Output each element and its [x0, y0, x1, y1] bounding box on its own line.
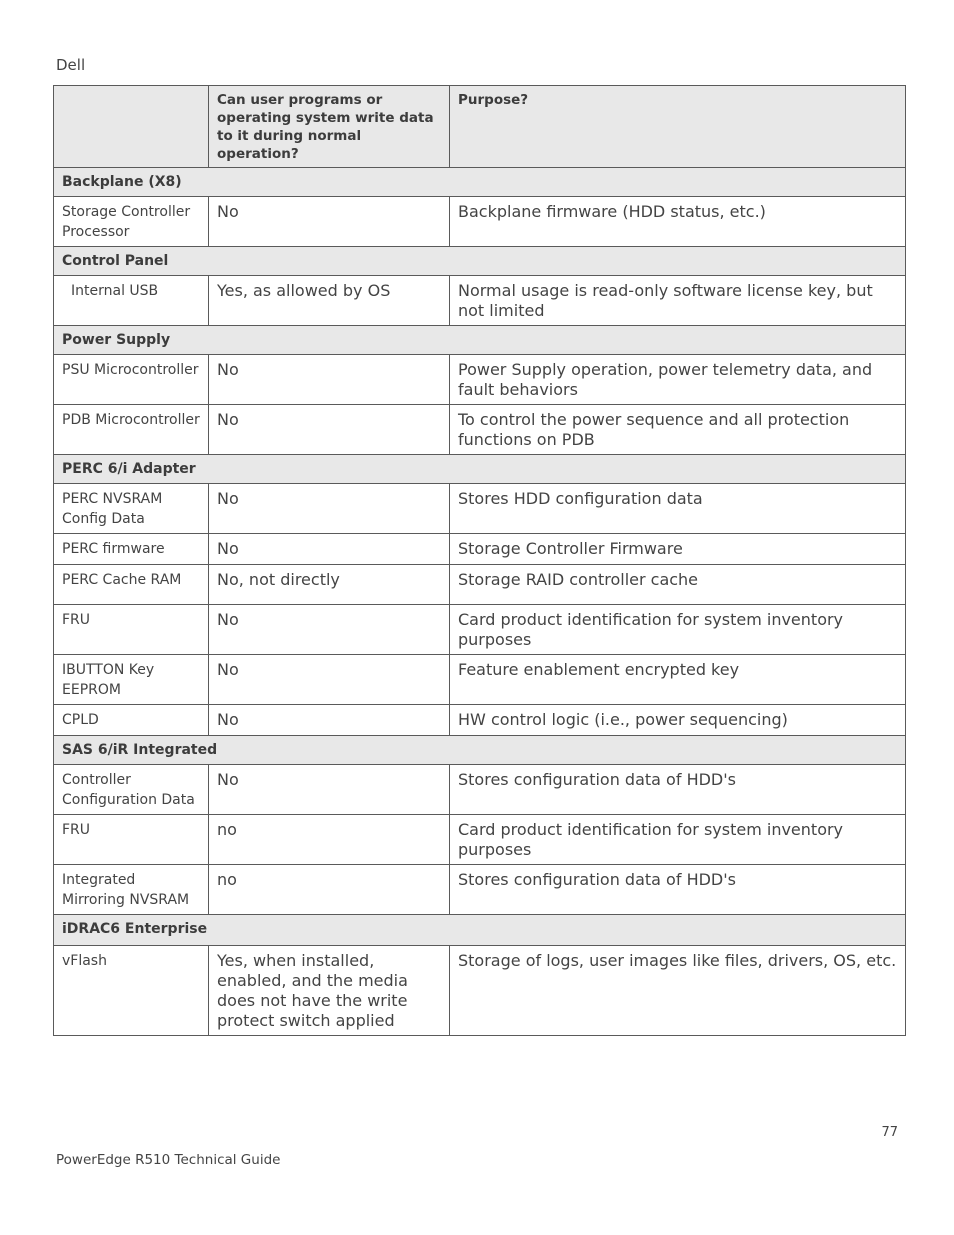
table-row — [54, 765, 906, 815]
section-row — [54, 455, 906, 484]
header-cell-writable: Can user programs or operating system write data to it during normal operation? — [209, 86, 450, 168]
component-cell: Storage Controller Processor — [54, 197, 209, 247]
purpose-cell: To control the power sequence and all protection functions on PDB — [450, 405, 906, 455]
section-title: SAS 6/iR Integrated — [54, 736, 906, 765]
writable-cell: No — [209, 534, 450, 565]
section-title: Control Panel — [54, 247, 906, 276]
writable-cell: No — [209, 705, 450, 736]
purpose-cell: Backplane firmware (HDD status, etc.) — [450, 197, 906, 247]
purpose-cell: Power Supply operation, power telemetry data, and fault behaviors — [450, 355, 906, 405]
writable-cell: Yes, when installed, enabled, and the media does not have the write protect switch applied — [209, 946, 450, 1036]
table-row — [54, 605, 906, 655]
purpose-cell: Feature enablement encrypted key — [450, 655, 906, 705]
purpose-cell: Storage of logs, user images like files, drivers, OS, etc. — [450, 946, 906, 1036]
table-row — [54, 565, 906, 605]
header-cell-purpose: Purpose? — [450, 86, 906, 168]
header-cell-component — [54, 86, 209, 168]
section-title: Backplane (X8) — [54, 168, 906, 197]
table-row — [54, 276, 906, 326]
table-row — [54, 355, 906, 405]
component-cell: Controller Configuration Data — [54, 765, 209, 815]
table-row — [54, 197, 906, 247]
purpose-cell: Normal usage is read-only software license key, but not limited — [450, 276, 906, 326]
component-cell: PERC firmware — [54, 534, 209, 565]
firmware-table — [53, 85, 906, 1036]
component-cell: Integrated Mirroring NVSRAM — [54, 865, 209, 915]
writable-cell: No — [209, 655, 450, 705]
writable-cell: No — [209, 765, 450, 815]
purpose-cell: Storage RAID controller cache — [450, 565, 906, 605]
purpose-cell: Stores HDD configuration data — [450, 484, 906, 534]
purpose-cell: Stores configuration data of HDD's — [450, 865, 906, 915]
writable-cell: no — [209, 815, 450, 865]
writable-cell: No, not directly — [209, 565, 450, 605]
section-row — [54, 168, 906, 197]
table-row — [54, 484, 906, 534]
component-cell: CPLD — [54, 705, 209, 736]
table-row — [54, 655, 906, 705]
page-number: 77 — [881, 1125, 898, 1140]
component-cell: FRU — [54, 605, 209, 655]
table-row — [54, 705, 906, 736]
writable-cell: No — [209, 355, 450, 405]
table-row — [54, 815, 906, 865]
writable-cell: No — [209, 405, 450, 455]
section-row — [54, 326, 906, 355]
table-row — [54, 946, 906, 1036]
purpose-cell: HW control logic (i.e., power sequencing) — [450, 705, 906, 736]
writable-cell: no — [209, 865, 450, 915]
table-row — [54, 405, 906, 455]
purpose-cell: Stores configuration data of HDD's — [450, 765, 906, 815]
section-row — [54, 247, 906, 276]
table-row — [54, 534, 906, 565]
section-row — [54, 736, 906, 765]
component-cell: PSU Microcontroller — [54, 355, 209, 405]
component-cell: PERC Cache RAM — [54, 565, 209, 605]
component-cell: PERC NVSRAM Config Data — [54, 484, 209, 534]
component-cell: vFlash — [54, 946, 209, 1036]
purpose-cell: Storage Controller Firmware — [450, 534, 906, 565]
component-cell: IBUTTON Key EEPROM — [54, 655, 209, 705]
header-company: Dell — [56, 56, 86, 74]
writable-cell: No — [209, 605, 450, 655]
component-cell: PDB Microcontroller — [54, 405, 209, 455]
document-title: PowerEdge R510 Technical Guide — [56, 1152, 281, 1168]
section-row — [54, 915, 906, 946]
table-header-row — [54, 86, 906, 168]
writable-cell: No — [209, 197, 450, 247]
table-row — [54, 865, 906, 915]
section-title: iDRAC6 Enterprise — [54, 915, 906, 946]
component-cell: FRU — [54, 815, 209, 865]
writable-cell: Yes, as allowed by OS — [209, 276, 450, 326]
component-cell: Internal USB — [54, 276, 209, 326]
purpose-cell: Card product identification for system inventory purposes — [450, 605, 906, 655]
section-title: Power Supply — [54, 326, 906, 355]
purpose-cell: Card product identification for system inventory purposes — [450, 815, 906, 865]
section-title: PERC 6/i Adapter — [54, 455, 906, 484]
writable-cell: No — [209, 484, 450, 534]
